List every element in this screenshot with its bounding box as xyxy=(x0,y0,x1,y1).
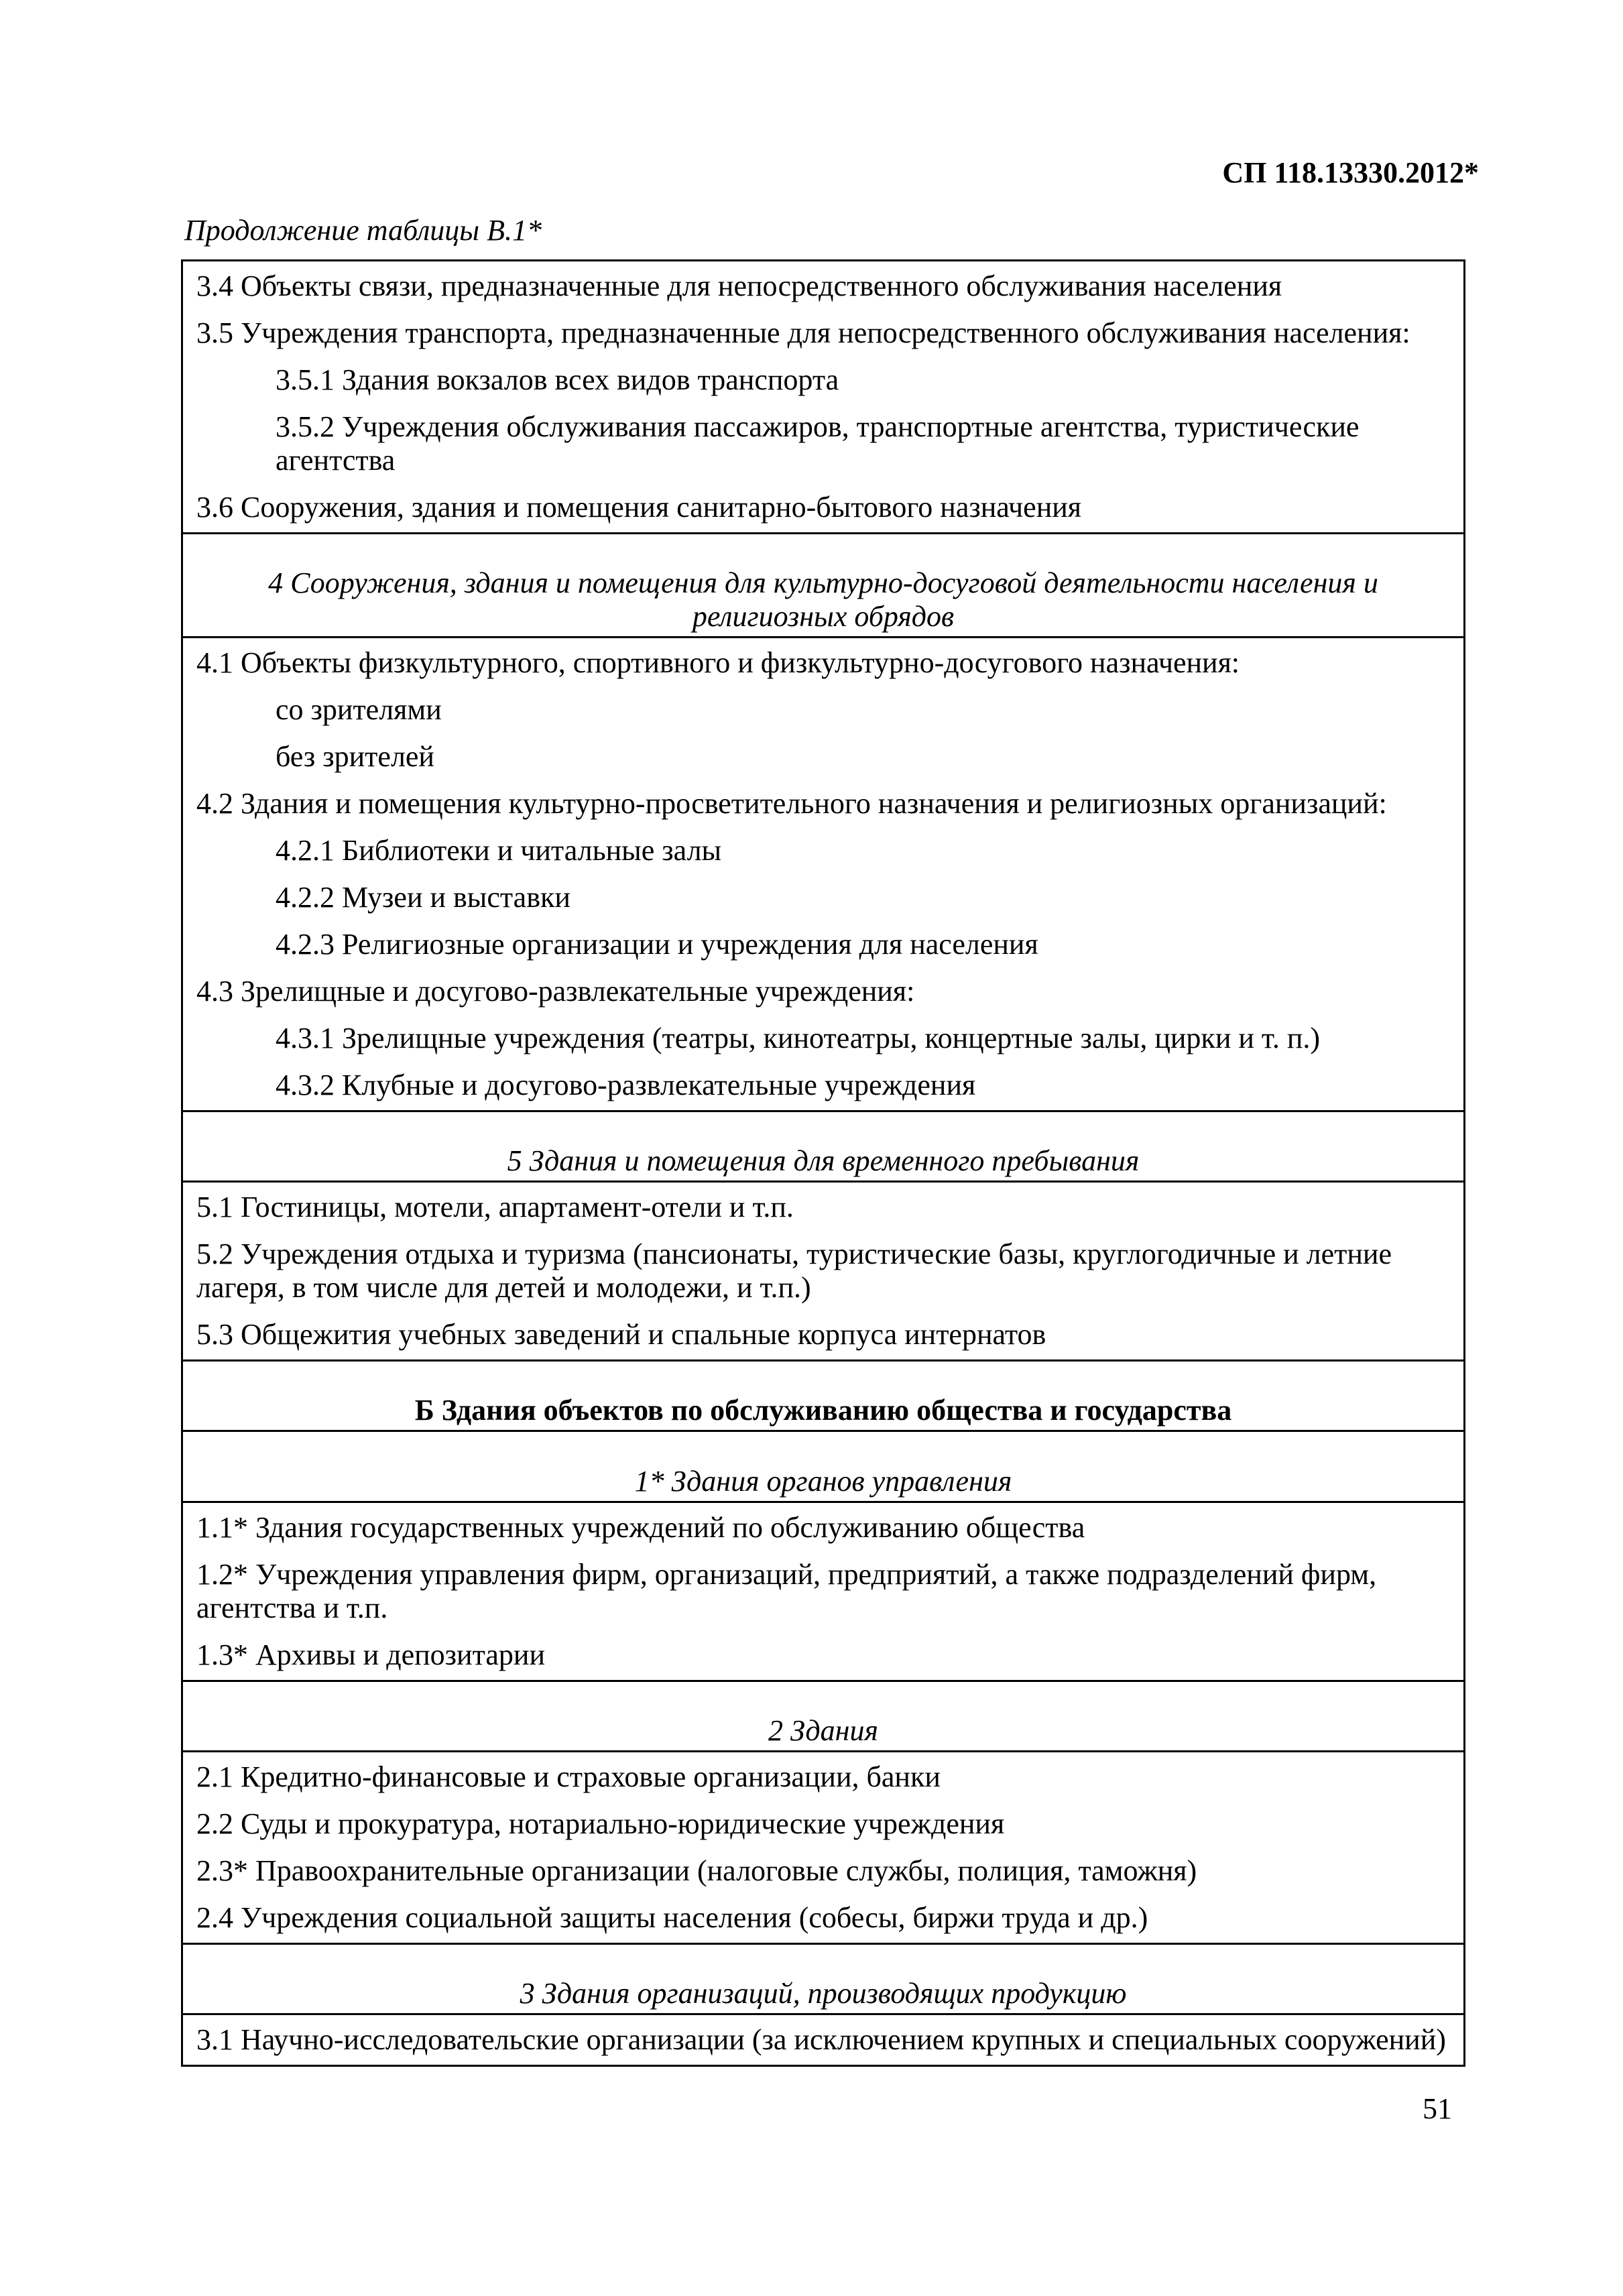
table-row: 4.2 Здания и помещения культурно-просветительного назначения и религиозных организаций: xyxy=(196,787,1387,821)
section-heading: 1* Здания органов управления xyxy=(183,1462,1463,1503)
section-body xyxy=(183,2015,1463,2065)
table-row: 4.1 Объекты физкультурного, спортивного и физкультурно-досугового назначения: xyxy=(196,646,1240,680)
section-body xyxy=(183,261,1463,532)
table-section-b2 xyxy=(183,1711,1463,1945)
table-row: 4.2.1 Библиотеки и читальные залы xyxy=(276,834,722,867)
table-row: 3.1 Научно-исследовательские организации (за исключением крупных и специальных сооружений) xyxy=(196,2022,1446,2056)
page-number: 51 xyxy=(1423,2092,1452,2125)
section-body xyxy=(183,638,1463,1110)
table-section-b3 xyxy=(183,1974,1463,2065)
section-heading: 3 Здания организаций, производящих продукцию xyxy=(183,1974,1463,2015)
table-row: 4.3.2 Клубные и досугово-развлекательные учреждения xyxy=(276,1069,976,1102)
document-code: СП 118.13330.2012* xyxy=(1222,156,1479,189)
table-row: 5.3 Общежития учебных заведений и спальные корпуса интернатов xyxy=(196,1318,1046,1351)
table-row: 1.2* Учреждения управления фирм, организаций, предприятий, а также подразделений фирм, агентства и т.п. xyxy=(196,1557,1377,1624)
classification-table xyxy=(181,259,1465,2067)
table-row: 1.3* Архивы и депозитарии xyxy=(196,1638,545,1671)
table-section-5 xyxy=(183,1142,1463,1362)
table-row: без зрителей xyxy=(276,740,434,774)
table-group-b xyxy=(183,1391,1463,1432)
table-row: 4.3.1 Зрелищные учреждения (театры, кинотеатры, концертные залы, цирки и т. п.) xyxy=(276,1022,1321,1055)
table-row: 4.2.2 Музеи и выставки xyxy=(276,881,570,914)
section-heading: 5 Здания и помещения для временного пребывания xyxy=(183,1142,1463,1183)
table-row: 3.5.1 Здания вокзалов всех видов транспорта xyxy=(276,363,839,396)
table-section-b1 xyxy=(183,1462,1463,1682)
table-row: 1.1* Здания государственных учреждений по обслуживанию общества xyxy=(196,1510,1085,1544)
table-row: 5.1 Гостиницы, мотели, апартамент-отели и т.п. xyxy=(196,1191,794,1224)
table-row: 4.2.3 Религиозные организации и учреждения для населения xyxy=(276,928,1038,961)
table-row: 3.5.2 Учреждения обслуживания пассажиров, транспортные агентства, туристические агентства xyxy=(276,410,1360,477)
table-row: 5.2 Учреждения отдыха и туризма (пансионаты, туристические базы, круглогодичные и летние лагеря, в том числе для детей и молодежи, и т.п.) xyxy=(196,1237,1392,1305)
table-row: 3.4 Объекты связи, предназначенные для непосредственного обслуживания населения xyxy=(196,269,1282,302)
section-body xyxy=(183,1752,1463,1943)
table-row: 2.2 Суды и прокуратура, нотариально-юридические учреждения xyxy=(196,1807,1005,1840)
table-row: со зрителями xyxy=(276,693,442,727)
section-body xyxy=(183,1183,1463,1360)
section-body xyxy=(183,1503,1463,1680)
group-heading: Б Здания объектов по обслуживанию общества и государства xyxy=(414,1394,1232,1427)
table-section-continued xyxy=(183,261,1463,534)
table-section-4 xyxy=(183,564,1463,1112)
section-heading: 4 Сооружения, здания и помещения для культурно-досуговой деятельности населения и религиозных обрядов xyxy=(183,564,1463,638)
table-row: 2.4 Учреждения социальной защиты населения (собесы, биржи труда и др.) xyxy=(196,1900,1148,1934)
table-caption: Продолжение таблицы В.1* xyxy=(184,214,542,247)
table-row: 2.3* Правоохранительные организации (налоговые службы, полиция, таможня) xyxy=(196,1854,1197,1887)
table-row: 3.5 Учреждения транспорта, предназначенные для непосредственного обслуживания населения: xyxy=(196,316,1410,349)
table-row: 4.3 Зрелищные и досугово-развлекательные учреждения: xyxy=(196,975,915,1008)
section-heading: 2 Здания xyxy=(183,1711,1463,1752)
table-row: 3.6 Сооружения, здания и помещения санитарно-бытового назначения xyxy=(196,491,1082,524)
table-row: 2.1 Кредитно-финансовые и страховые организации, банки xyxy=(196,1760,941,1793)
